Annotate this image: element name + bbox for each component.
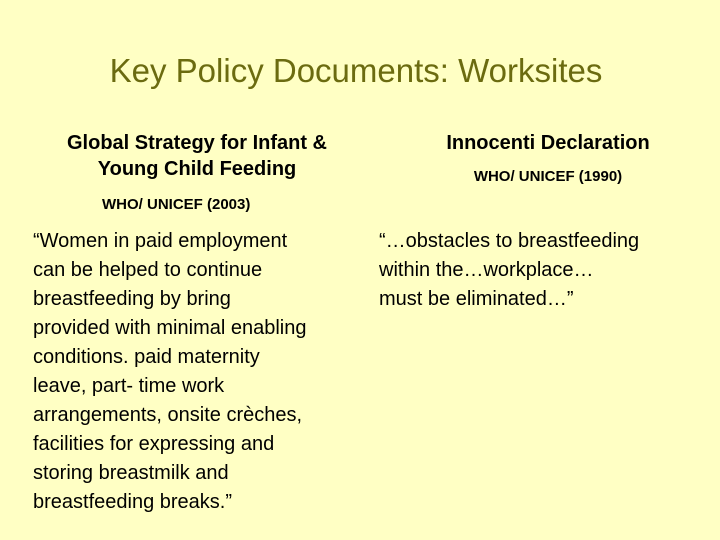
- quote-line: leave, part- time work: [33, 375, 225, 397]
- quote-line: “Women in paid employment: [33, 230, 288, 252]
- quote-line: conditions. paid maternity: [33, 346, 260, 368]
- slide-title: Key Policy Documents: Worksites: [109, 52, 603, 89]
- quote-line: provided with minimal enabling: [33, 317, 307, 339]
- global-strategy-quote: [33, 227, 306, 517]
- innocenti-declaration-heading: Innocenti Declaration: [446, 132, 650, 154]
- quote-line: facilities for expressing and: [33, 433, 275, 455]
- quote-line: breastfeeding by bring: [33, 288, 231, 310]
- quote-line: can be helped to continue: [33, 259, 263, 281]
- innocenti-declaration-quote: [379, 227, 639, 314]
- quote-line: storing breastmilk and: [33, 462, 229, 484]
- quote-line: within the…workplace…: [379, 259, 594, 281]
- quote-line: breastfeeding breaks.”: [33, 491, 233, 513]
- global-strategy-source: WHO/ UNICEF (2003): [102, 196, 251, 213]
- quote-line: “…obstacles to breastfeeding: [379, 230, 640, 252]
- quote-line: arrangements, onsite crèches,: [33, 404, 303, 426]
- global-strategy-heading-line-2: Young Child Feeding: [97, 158, 297, 180]
- quote-line: must be eliminated…”: [379, 288, 574, 310]
- global-strategy-heading: [20, 130, 374, 182]
- innocenti-declaration-source: WHO/ UNICEF (1990): [473, 168, 623, 185]
- global-strategy-heading-line-1: Global Strategy for Infant &: [66, 132, 328, 154]
